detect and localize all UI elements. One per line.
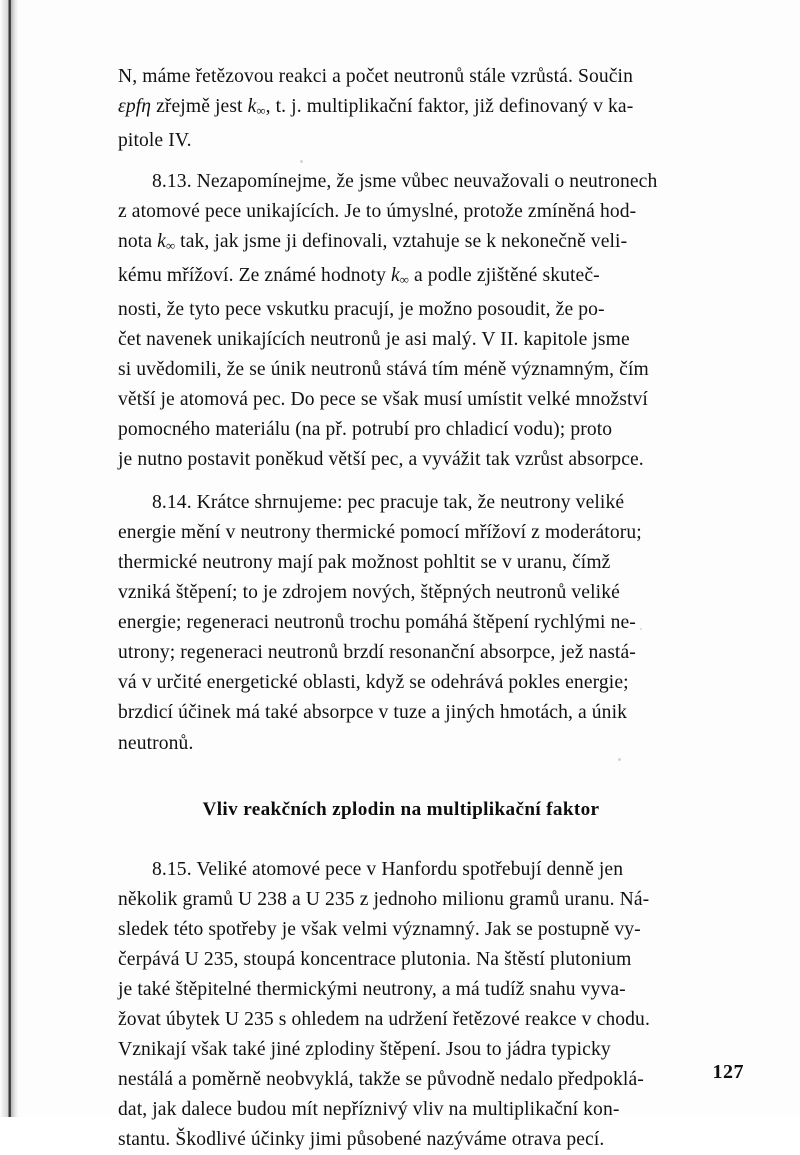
text-line: vzniká štěpení; to je zdrojem nových, štěpných neutronů veliké: [118, 582, 620, 604]
text-fragment: tak, jak jsme ji definovali, vztahuje se k nekonečně veli-: [175, 231, 628, 253]
page-number: 127: [712, 1061, 744, 1083]
text-line: z atomové pece unikajících. Je to úmyslné, protože zmíněná hod-: [118, 201, 637, 223]
text-fragment: nota: [118, 231, 158, 253]
inline-symbol-k: k: [247, 96, 257, 118]
text-line: nosti, že tyto pece vskutku pracují, je možno posoudit, že po-: [118, 298, 605, 320]
text-line: pitole IV.: [118, 129, 192, 151]
text-line: utrony; regeneraci neutronů brzdí resonanční absorpce, jež nastá-: [118, 642, 636, 664]
text-line: thermické neutrony mají pak možnost pohltit se v uranu, čímž: [118, 552, 611, 574]
text-line: nestálá a poměrně neobvyklá, takže se původně nedalo předpoklá-: [118, 1068, 644, 1090]
text-fragment: 8.13. Nezapomínejme, že jsme vůbec neuvažovali o neutronech: [152, 170, 658, 192]
scan-edge-blur: [11, 0, 18, 1117]
paragraph-8-13: [118, 167, 684, 475]
text-line: sledek této spotřeby je však velmi významný. Jak se postupně vy-: [118, 918, 641, 940]
text-fragment: 8.15. Veliké atomové pece v Hanfordu spotřebují denně jen: [152, 858, 624, 880]
inline-subscript-infinity: ∞: [399, 271, 409, 287]
inline-subscript-infinity: ∞: [165, 237, 176, 253]
inline-formula-epfeta: εpfη: [118, 96, 152, 118]
inline-symbol-k: k: [157, 231, 166, 253]
text-line: větší je atomová pec. Do pece se však musí umístit velké množství: [118, 389, 648, 410]
text-line: Vznikají však také jiné zplodiny štěpení. Jsou to jádra typicky: [118, 1038, 611, 1060]
text-line: brzdicí účinek má také absorpce v tuze a jiných hmotách, a únik: [118, 702, 628, 724]
text-line: N, máme řetězovou reakci a počet neutronů stále vzrůstá. Součin: [118, 66, 634, 87]
text-line: [118, 855, 684, 885]
text-line: žovat úbytek U 235 s ohledem na udržení řetězové reakce v chodu.: [118, 1008, 650, 1030]
text-fragment: zřejmě jest: [151, 96, 248, 118]
inline-symbol-k: k: [390, 264, 400, 286]
text-line: čerpává U 235, stoupá koncentrace plutonia. Na štěstí plutonium: [118, 948, 632, 970]
text-line: [118, 227, 684, 261]
text-line: [118, 92, 684, 126]
section-heading-block: [118, 799, 684, 821]
text-line: dat, jak dalece budou mít nepříznivý vliv na multiplikační kon-: [118, 1098, 620, 1120]
text-line: pomocného materiálu (na př. potrubí pro chladicí vodu); proto: [118, 419, 613, 441]
text-line: několik gramů U 238 a U 235 z jednoho milionu gramů uranu. Ná-: [118, 888, 650, 910]
text-line: vá v určité energetické oblasti, když se odehrává pokles energie;: [118, 672, 629, 694]
section-heading: Vliv reakčních zplodin na multiplikační faktor: [202, 798, 600, 820]
text-line: energie; regeneraci neutronů trochu pomáhá štěpení rychlými ne-: [118, 612, 636, 634]
text-line: energie mění v neutrony thermické pomocí mřížoví z moderátoru;: [118, 522, 642, 544]
text-fragment: , t. j. multiplikační faktor, již definovaný v ka-: [265, 96, 634, 118]
text-line: [118, 261, 684, 295]
text-line: je nutno postavit poněkud větší pec, a vyvážit tak vzrůst absorpce.: [118, 449, 644, 471]
text-column: [118, 62, 684, 1155]
text-fragment: a podle zjištěné skuteč-: [409, 264, 600, 286]
text-fragment: 8.14. Krátce shrnujeme: pec pracuje tak, že neutrony veliké: [152, 492, 625, 514]
text-line: [118, 488, 684, 518]
text-fragment: kému mřížoví. Ze známé hodnoty: [118, 264, 391, 286]
text-line: neutronů.: [118, 732, 194, 754]
text-line: si uvědomili, že se únik neutronů stává tím méně významným, čím: [118, 358, 649, 380]
inline-subscript-infinity: ∞: [256, 102, 266, 118]
paragraph-continued: [118, 62, 684, 156]
text-line: [118, 167, 684, 197]
text-line: je také štěpitelné thermickými neutrony, a má tudíž snahu vyva-: [118, 978, 626, 1000]
text-line: stantu. Škodlivé účinky jimi působené nazýváme otrava pecí.: [118, 1128, 605, 1150]
text-line: čet navenek unikajících neutronů je asi malý. V II. kapitole jsme: [118, 328, 630, 350]
paragraph-8-14: [118, 488, 684, 758]
paragraph-8-15: [118, 855, 684, 1155]
